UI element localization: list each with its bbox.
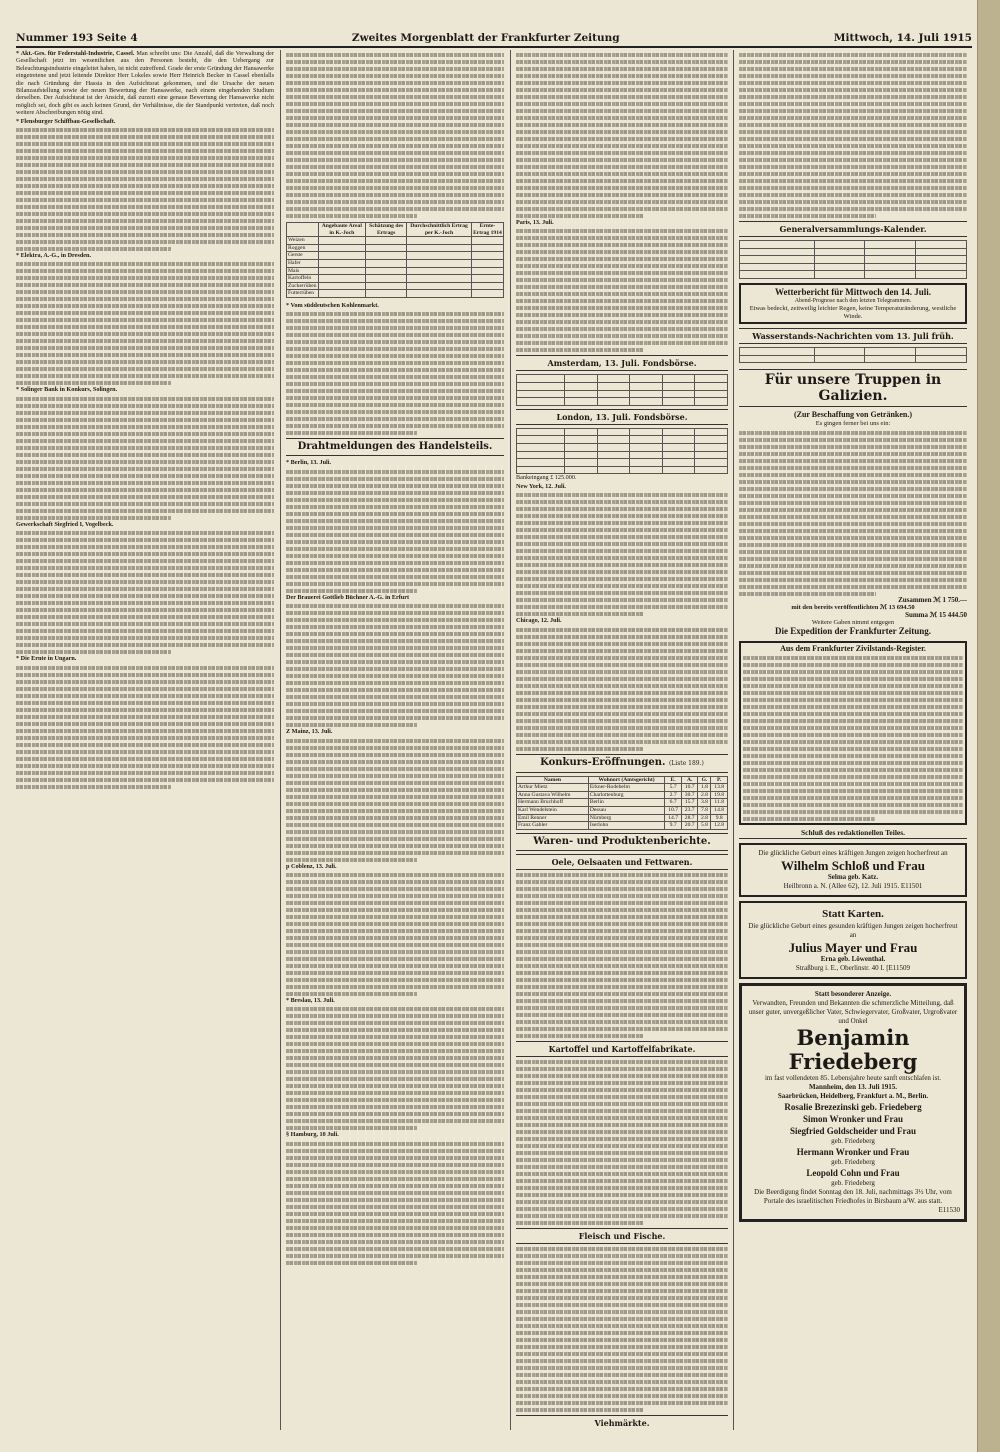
- filler-text: [286, 312, 504, 435]
- weather-subtitle: Abend-Prognose nach den letzten Telegrammen.: [794, 297, 912, 304]
- masthead: [16, 30, 972, 48]
- page-edge: [977, 0, 1000, 1452]
- crop-label: Kartoffeln: [287, 275, 319, 283]
- mourner-line: Hermann Wronker und Frau: [796, 1147, 910, 1158]
- ad-head: Statt Karten.: [822, 908, 884, 921]
- filler-text: [516, 873, 728, 1038]
- mourner-line: Rosalie Brezezinski geb. Friedeberg: [784, 1102, 922, 1113]
- heading-elektra: * Elektra, A.-G., in Dresden.: [16, 252, 91, 260]
- schluss-line: Schluß des redaktionellen Teiles.: [739, 829, 967, 839]
- column-2: [286, 50, 504, 1430]
- heading-flensburger: * Flensburger Schiffbau-Gesellschaft.: [16, 117, 116, 125]
- crop-label: Gerste: [287, 252, 319, 260]
- table-row: [517, 784, 728, 792]
- filler-text: [516, 229, 728, 352]
- table-cell: Franz Gabler: [517, 822, 589, 830]
- table-cell: 19.8: [711, 791, 728, 799]
- filler-text: [16, 666, 274, 789]
- table-cell: 5.7: [665, 784, 682, 792]
- ad-funeral: Die Beerdigung findet Sonntag den 18. Juli, nachmittags 3½ Uhr, vom Portale des israelitischen Friedhofes in Birsbaum a/W. aus statt.: [754, 1188, 952, 1206]
- table-header: Wohnort (Amtsgericht): [588, 776, 665, 784]
- table-cell: Nürnberg: [588, 814, 665, 822]
- ad-name: Wilhelm Schloß und Frau: [781, 858, 925, 874]
- table-row: [517, 799, 728, 807]
- table-header: Ernte-Ertrag 1914: [473, 223, 502, 236]
- table-header: A.: [681, 776, 698, 784]
- ad-place-text: Heilbronn a. N. (Allee 62), 12. Juli 1915.: [783, 882, 900, 891]
- heading-brauerei: Der Brauerei Gottlieb Büchner A.-G. in Erfurt: [286, 593, 410, 601]
- truppen-intro: Es gingen ferner bei uns ein:: [815, 420, 891, 428]
- table-cell: 1.8: [698, 784, 711, 792]
- column-rule: [510, 50, 511, 1430]
- filler-text: [516, 1247, 728, 1412]
- ad-code: E11530: [938, 1206, 960, 1215]
- table-cell: 11.8: [711, 799, 728, 807]
- zivilstand-title: Aus dem Frankfurter Zivilstands-Register.: [780, 644, 926, 654]
- table-header: Schätzung des Ertrags: [366, 223, 407, 237]
- heading-wasserstand: Wasserstands-Nachrichten vom 13. Juli früh.: [739, 328, 967, 344]
- filler-text: [286, 1142, 504, 1265]
- filler-text: [286, 53, 504, 218]
- filler-text: [516, 53, 728, 218]
- mourner-line: Siegfried Goldscheider und Frau: [789, 1126, 917, 1137]
- table-header: Angebaute Areal in K.-Joch: [318, 223, 365, 237]
- ad-name: Benjamin Friedeberg: [788, 1025, 918, 1075]
- table-cell: Iserlohn: [588, 822, 665, 830]
- london-table: [516, 428, 728, 475]
- section-heading-konkurs: [516, 754, 728, 773]
- heading-kohlenmarkt: * Vom süddeutschen Kohlenmarkt.: [286, 301, 379, 309]
- filler-text: [286, 739, 504, 862]
- table-cell: Emil Renner: [517, 814, 589, 822]
- table-cell: Dessau: [588, 806, 665, 814]
- table-cell: 9.7: [665, 822, 682, 830]
- table-cell: 20.7: [681, 822, 698, 830]
- crop-label: Mais: [287, 267, 319, 275]
- konkurs-title: Konkurs-Eröffnungen.: [540, 756, 666, 768]
- harvest-table: [286, 222, 504, 298]
- ad-place: Mannheim, den 13. Juli 1915.: [808, 1083, 898, 1092]
- table-header: P.: [711, 776, 728, 784]
- heading-fisch: Fleisch und Fische.: [516, 1228, 728, 1244]
- table-cell: 6.7: [665, 799, 682, 807]
- heading-akt: * Akt.-Ges. für Federstahl-Industrie, Cassel.: [16, 50, 135, 57]
- mourner-line: Simon Wronker und Frau: [802, 1114, 904, 1125]
- table-header: E.: [665, 776, 682, 784]
- table-cell: Karl Wendelstein: [517, 806, 589, 814]
- truppen-expedition: Die Expedition der Frankfurter Zeitung.: [775, 626, 931, 637]
- filler-text: [16, 531, 274, 654]
- table-cell: 10.7: [665, 806, 682, 814]
- ad-cities: Saarbrücken, Heidelberg, Frankfurt a. M., Berlin.: [777, 1092, 929, 1101]
- table-cell: Berlin: [588, 799, 665, 807]
- heading-berlin: * Berlin, 13. Juli.: [286, 459, 332, 467]
- truppen-summe: Summa ℳ 15 444.50: [905, 610, 967, 619]
- filler-text: [16, 397, 274, 520]
- ad-birth-mayer: [739, 901, 967, 979]
- heading-chicago: Chicago, 12. Juli.: [516, 617, 562, 625]
- heading-coblenz: p Coblenz, 13. Juli.: [286, 862, 337, 870]
- generalvers-table: [739, 240, 967, 279]
- table-row: [517, 814, 728, 822]
- table-header: Namen: [517, 776, 589, 784]
- article-text: Man schreibt uns: Die Anzahl, daß die Verwaltung der Gesellschaft jetzt im wesentlichen aus den Personen besteht, die den Uebergang zur Beleuchtungsindustrie eingeleitet haben, ist nicht zutreffend. Grade der erste Gründung der Hansawerke eingetretene und jetzt leitende Direktor Herr Lokeles sowie Herr Heinrich Becker in Cassel ebenfalls die nach Gründung der Hassia in den Aufsichtsrat gekommen, und die Ursache der neuen Bilanzaufstellung sowie der neuen Bewertung der Hansawerke, nach einem eingehenden Studium derselben. Der Aufsichtsrat ist der Ansicht, daß zurzeit eine genaue Bewertung der Hansawerke nicht möglich sei, doch gibt es auch keinen Grund, der Verhältnisse, die der Standpunkt vertreten, daß noch weitere Abschreibungen nötig sind.: [16, 50, 274, 117]
- heading-vieh: Viehmärkte.: [516, 1415, 728, 1430]
- table-header: [287, 223, 319, 237]
- newspaper-title: Zweites Morgenblatt der Frankfurter Zeitung: [351, 32, 620, 44]
- section-heading-drahtmeldungen: Drahtmeldungen des Handelsteils.: [286, 438, 504, 456]
- table-cell: 12.8: [711, 822, 728, 830]
- crop-label: Hafer: [287, 259, 319, 267]
- ad-intro: Die glückliche Geburt eines kräftigen Jungen zeigen hocherfreut an: [758, 849, 948, 858]
- ad-subname: Erna geb. Löwenthal.: [820, 955, 886, 964]
- table-cell: 7.8: [698, 806, 711, 814]
- table-header: G.: [698, 776, 711, 784]
- crop-label: Roggen: [287, 244, 319, 252]
- column-rule: [733, 50, 734, 1430]
- filler-text: [743, 656, 963, 821]
- ad-name: Julius Mayer und Frau: [788, 940, 918, 956]
- filler-text: [286, 873, 504, 996]
- crop-label: Zuckerrüben: [288, 282, 317, 289]
- konkurs-table: [516, 776, 728, 830]
- filler-text: [286, 604, 504, 727]
- table-row: [517, 791, 728, 799]
- filler-text: [16, 128, 274, 251]
- column-1: [16, 50, 274, 1430]
- heading-oele: Oele, Oelsaaten und Fettwaren.: [516, 854, 728, 870]
- mourner-line: geb. Friedeberg: [831, 1158, 875, 1167]
- table-cell: 13.8: [711, 784, 728, 792]
- table-cell: 3.8: [698, 799, 711, 807]
- truppen-zusammen: Zusammen ℳ 1 750.—: [898, 595, 967, 604]
- ad-age: im fast vollendeten 85. Lebensjahre heute sanft entschlafen ist.: [764, 1074, 942, 1083]
- filler-text: [286, 470, 504, 593]
- bank-intake: Bankeingang £ 125.000.: [516, 474, 577, 482]
- section-heading-waren: Waren- und Produktenberichte.: [516, 833, 728, 851]
- table-cell: Arthur Mietz: [517, 784, 589, 792]
- ad-birth-schloss: [739, 843, 967, 897]
- ad-subname: Selma geb. Katz.: [827, 873, 879, 882]
- truppen-weitere: Weitere Gaben nimmt entgegen: [811, 619, 895, 626]
- filler-text: [286, 1007, 504, 1130]
- column-3: [516, 50, 728, 1430]
- heading-amsterdam: Amsterdam, 13. Juli. Fondsbörse.: [516, 355, 728, 371]
- ad-head: Statt besonderer Anzeige.: [814, 990, 892, 999]
- heading-solinger: * Solinger Bank in Konkurs, Solingen.: [16, 386, 118, 394]
- heading-kartoffel: Kartoffel und Kartoffelfabrikate.: [516, 1041, 728, 1057]
- table-cell: 14.7: [665, 814, 682, 822]
- table-cell: Anna Gustava Wilhelm: [517, 791, 589, 799]
- heading-breslau: * Breslau, 13. Juli.: [286, 996, 335, 1004]
- heading-gewerkschaft: Gewerkschaft Siegfried I, Vogelbeck.: [16, 520, 114, 528]
- heading-truppen: Für unsere Truppen in Galizien.: [739, 369, 967, 407]
- filler-text: [16, 262, 274, 385]
- heading-mainz: Z Mainz, 13. Juli.: [286, 728, 333, 736]
- filler-text: [516, 628, 728, 751]
- table-cell: 10.7: [681, 784, 698, 792]
- wasserstand-table: [739, 347, 967, 363]
- amsterdam-table: [516, 374, 728, 405]
- issue-date: Mittwoch, 14. Juli 1915: [833, 32, 972, 44]
- table-row: [517, 806, 728, 814]
- crop-label: Futterrüben: [287, 290, 319, 298]
- column-rule: [280, 50, 281, 1430]
- truppen-zusammen2: mit den bereits veröffentlichten ℳ 13 694.50: [791, 604, 915, 612]
- table-row: [517, 822, 728, 830]
- heading-london: London, 13. Juli. Fondsbörse.: [516, 409, 728, 425]
- weather-title: Wetterbericht für Mittwoch den 14. Juli.: [774, 286, 932, 297]
- ad-intro: Verwandten, Freunden und Bekannten die schmerzliche Mitteilung, daß unser guter, unvergeßlicher Vater, Schwiegervater, Großvater, Urgroßvater und Onkel: [748, 999, 958, 1026]
- ad-code: [E11509: [886, 964, 911, 973]
- truppen-subtitle: (Zur Beschaffung von Getränken.): [793, 410, 913, 420]
- table-header: Durchschnittlich Ertrag per K.-Joch: [407, 223, 472, 237]
- heading-generalversammlung: Generalversammlungs-Kalender.: [739, 221, 967, 237]
- table-cell: 2.7: [665, 791, 682, 799]
- table-cell: 30.7: [681, 791, 698, 799]
- mourner-line: geb. Friedeberg: [831, 1137, 875, 1146]
- table-cell: Erkner-Rodebelm: [588, 784, 665, 792]
- issue-number: Nummer 193 Seite 4: [16, 32, 138, 44]
- table-cell: Charlottenburg: [588, 791, 665, 799]
- ad-death-friedeberg: [739, 983, 967, 1222]
- filler-text: [516, 493, 728, 616]
- mourner-line: Leopold Cohn und Frau: [806, 1168, 900, 1179]
- ad-place: [745, 882, 961, 891]
- table-cell: 2.8: [698, 791, 711, 799]
- heading-hamburg: § Hamburg, 10 Juli.: [286, 1131, 339, 1139]
- ad-place: [745, 964, 961, 973]
- ad-place-text: Straßburg i. E., Oberlinstr. 40 I.: [795, 964, 885, 973]
- table-cell: 28.7: [681, 814, 698, 822]
- table-cell: 5.8: [698, 822, 711, 830]
- mourners-list: [746, 1101, 960, 1188]
- table-cell: 23.7: [681, 806, 698, 814]
- filler-text: [516, 1060, 728, 1225]
- weather-text: Etwas bedeckt, zeitweilig leichter Regen, keine Temperaturänderung, westliche Winde.: [749, 305, 957, 320]
- column-4: [739, 50, 967, 1430]
- filler-text: [739, 431, 967, 596]
- table-cell: 14.8: [711, 806, 728, 814]
- heading-newyork: New York, 12. Juli.: [516, 482, 566, 490]
- table-cell: 9.8: [711, 814, 728, 822]
- konkurs-note: (Liste 189.): [668, 759, 704, 767]
- filler-text: [739, 53, 967, 218]
- ad-intro: Die glückliche Geburt eines gesunden kräftigen Jungen zeigen hocherfreut an: [748, 922, 958, 940]
- table-cell: Hermann Bruchhoff: [517, 799, 589, 807]
- table-cell: 15.7: [681, 799, 698, 807]
- weather-box: [739, 283, 967, 324]
- heading-ernte: * Die Ernte in Ungarn.: [16, 655, 77, 663]
- crop-label: Weizen: [287, 237, 319, 245]
- zivilstand-box: [739, 641, 967, 824]
- ad-code: E11501: [900, 882, 923, 891]
- heading-paris: Paris, 13. Juli.: [516, 219, 554, 226]
- mourner-line: geb. Friedeberg: [831, 1179, 875, 1188]
- table-cell: 2.8: [698, 814, 711, 822]
